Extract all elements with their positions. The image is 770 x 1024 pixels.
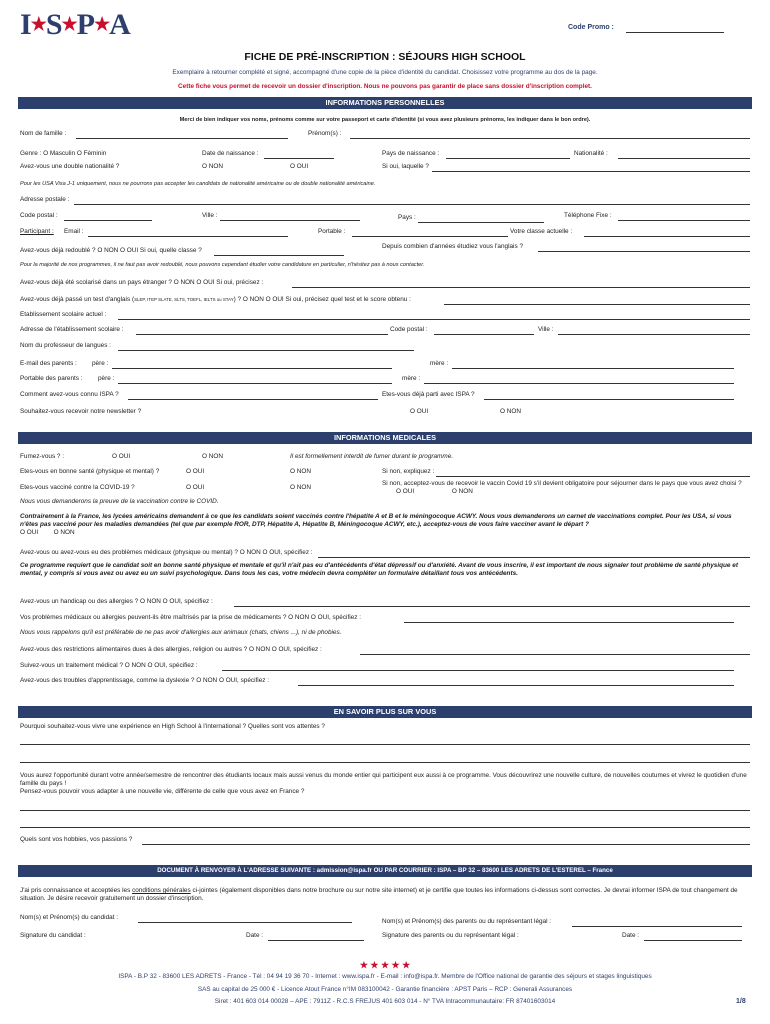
fumez-label: Fumez-vous ? :: [20, 453, 65, 460]
prenoms-field[interactable]: [350, 138, 750, 139]
email-label: Email :: [64, 228, 84, 235]
nationalite-field[interactable]: [618, 158, 750, 159]
sante-non[interactable]: O NON: [290, 468, 311, 475]
ispa-logo: I★S★P★A: [20, 8, 130, 41]
laquelle-field[interactable]: [432, 171, 750, 172]
test-anglais-field[interactable]: [444, 304, 750, 305]
date-candidat-label: Date :: [246, 932, 264, 939]
naissance-field[interactable]: [264, 158, 334, 159]
nom-candidat-field[interactable]: [138, 922, 352, 923]
contr-oui[interactable]: O OUI: [20, 529, 39, 537]
animaux-note: Nous vous rappelons qu'il est préférable de ne pas avoir d'allergies aux animaux (chats, chiens ...), ni de phobies.: [20, 629, 342, 636]
tel-fixe-field[interactable]: [618, 220, 750, 221]
pays-label: Pays :: [398, 214, 416, 221]
ville-label: Ville :: [202, 212, 218, 219]
handicap-field[interactable]: [234, 606, 750, 607]
pays-field[interactable]: [418, 222, 544, 223]
genre-options[interactable]: Genre : O Masculin O Féminin: [20, 150, 107, 157]
subtitle: Exemplaire à retourner complété et signé, accompagné d'une copie de la pièce d'identité du candidat. Choisissez votre programme au dos de la page.: [172, 69, 598, 76]
double-nat-label: Avez-vous une double nationalité ?: [20, 163, 120, 170]
sante-oui[interactable]: O OUI: [186, 468, 205, 475]
adresse-etab-field[interactable]: [136, 334, 388, 335]
troubles-field[interactable]: [298, 685, 734, 686]
classe-label: Votre classe actuelle :: [510, 228, 573, 235]
section-about-you: EN SAVOIR PLUS SUR VOUS: [18, 706, 752, 718]
portable-field[interactable]: [352, 236, 508, 237]
pere-email-field[interactable]: [112, 368, 392, 369]
page-number: 1/8: [736, 998, 746, 1005]
personal-note: Merci de bien indiquer vos noms, prénoms comme sur votre passeport et carte d'identité (si vous avez plusieurs prénoms, les indiquer dans le bon ordre).: [179, 117, 591, 123]
medicaments-label[interactable]: Vos problèmes médicaux ou allergies peuvent-ils être maîtrisés par la prise de médicaments ? O NON O OUI, spécifiez :: [20, 614, 361, 621]
fumer-note: Il est formellement interdit de fumer durant le programme.: [290, 453, 454, 460]
stars-decoration: ★ ★ ★ ★ ★: [359, 960, 411, 970]
vaccine-label: Etes-vous vacciné contre la COVID-19 ?: [20, 484, 135, 491]
hobbies-field[interactable]: [142, 844, 750, 845]
ville2-label: Ville :: [538, 326, 554, 333]
redouble-field[interactable]: [214, 255, 344, 256]
restrictions-field[interactable]: [360, 654, 750, 655]
prenoms-label: Prénom(s) :: [308, 130, 342, 137]
nom-field[interactable]: [76, 138, 288, 139]
email-field[interactable]: [88, 236, 288, 237]
hobbies-label: Quels sont vos hobbies, vos passions ?: [20, 836, 133, 843]
traitement-field[interactable]: [222, 670, 734, 671]
participant-label: Participant :: [20, 228, 54, 235]
prof-label: Nom du professeur de langues :: [20, 342, 111, 349]
mere-email-label: mère :: [430, 360, 449, 367]
covid-non[interactable]: O NON: [451, 488, 473, 495]
anglais-field[interactable]: [538, 251, 750, 252]
problemes-field[interactable]: [318, 557, 750, 558]
laquelle-label: Si oui, laquelle ?: [382, 163, 429, 170]
page-title: FICHE DE PRÉ-INSCRIPTION : SÉJOURS HIGH SCHOOL: [244, 51, 526, 63]
deja-parti-field[interactable]: [484, 399, 734, 400]
covid-oui[interactable]: O OUI: [396, 488, 415, 495]
redouble-label[interactable]: Avez-vous déjà redoublé ? O NON O OUI Si oui, quelle classe ?: [20, 247, 202, 254]
deja-parti-label: Etes-vous déjà parti avec ISPA ?: [382, 391, 475, 398]
sig-parents-label: Signature des parents ou du représentant légal :: [382, 932, 519, 939]
restrictions-label[interactable]: Avez-vous des restrictions alimentaires dues à des allergies, religion ou autres ? O NON O OUI, spécifiez :: [20, 646, 322, 653]
conditions-link[interactable]: conditions générales: [132, 887, 191, 894]
problemes-label[interactable]: Avez-vous ou avez-vous eu des problèmes médicaux (physique ou mental) ? O NON O OUI, spécifiez :: [20, 549, 313, 556]
promo-code-label: Code Promo :: [568, 24, 614, 31]
ville2-field[interactable]: [558, 334, 750, 335]
newsletter-label: Souhaitez-vous recevoir notre newsletter ?: [20, 408, 142, 415]
fumez-oui[interactable]: O OUI: [112, 453, 131, 460]
vaccine-oui[interactable]: O OUI: [186, 484, 205, 491]
email-parents-label: E-mail des parents :: [20, 360, 77, 367]
newsletter-non[interactable]: O NON: [500, 408, 521, 415]
code-postal-field[interactable]: [64, 220, 152, 221]
etablissement-label: Etablissement scolaire actuel :: [20, 311, 107, 318]
pays-naissance-label: Pays de naissance :: [382, 150, 440, 157]
date-parents-field[interactable]: [644, 940, 742, 941]
ville-field[interactable]: [220, 220, 360, 221]
legal-line-1: ISPA - B.P 32 - 83600 LES ADRETS - France - Tél : 04 94 19 36 70 - Internet : www.ispa.fr - E-mail : info@ispa.fr. Membre de l'Office national de garantie des séjours et stages linguistiques: [118, 973, 652, 980]
handicap-label[interactable]: Avez-vous un handicap ou des allergies ? O NON O OUI, spécifiez :: [20, 598, 213, 605]
pere-portable-field[interactable]: [118, 383, 392, 384]
legal-line-2: SAS au capital de 25 000 € - Licence Atout France n°IM 083100042 - Garantie financière : APST Paris – RCP : Generali Assurances: [197, 986, 573, 993]
contr-non[interactable]: O NON: [53, 529, 75, 537]
redouble-note: Pour la majorité de nos programmes, il ne faut pas avoir redoublé, nous pouvons cependant étudier votre candidature en particulier, n'hésitez pas à nous contacter.: [20, 262, 425, 268]
usa-note: Pour les USA Visa J-1 uniquement, nous ne pourrons pas accepter les candidats de nationalité américaine ou de double nationalité américaine.: [20, 181, 376, 187]
mere-email-field[interactable]: [452, 368, 734, 369]
nom-label: Nom de famille :: [20, 130, 67, 137]
expliquez-field[interactable]: [436, 476, 750, 477]
comment-label: Comment avez-vous connu ISPA ?: [20, 391, 119, 398]
adresse-field[interactable]: [74, 204, 750, 205]
adresse-etab-label: Adresse de l'établissement scolaire :: [20, 326, 124, 333]
troubles-label[interactable]: Avez-vous des troubles d'apprentissage, comme la dyslexie ? O NON O OUI, spécifiez :: [20, 677, 270, 684]
promo-code-field[interactable]: [626, 32, 724, 33]
prof-field[interactable]: [118, 350, 414, 351]
date-parents-label: Date :: [622, 932, 640, 939]
preuve-note: Nous vous demanderons la preuve de la vaccination contre le COVID.: [20, 498, 219, 505]
naissance-label: Date de naissance :: [202, 150, 259, 157]
nom-parents-field[interactable]: [572, 926, 742, 927]
date-candidat-field[interactable]: [268, 940, 364, 941]
pourquoi-label: Pourquoi souhaitez-vous vivre une expérience en High School à l'international ? Quelles sont vos attentes ?: [20, 723, 325, 730]
sante-label: Etes-vous en bonne santé (physique et mental) ?: [20, 468, 160, 475]
comment-field[interactable]: [128, 399, 378, 400]
pourquoi-line-2[interactable]: [20, 762, 750, 763]
section-personal-info: INFORMATIONS PERSONNELLES: [18, 97, 752, 109]
portable-parents-label: Portable des parents :: [20, 375, 83, 382]
anglais-label: Depuis combien d'années étudiez vous l'anglais ?: [382, 243, 523, 250]
double-nat-non[interactable]: O NON: [202, 163, 223, 170]
etranger-label[interactable]: Avez-vous déjà été scolarisé dans un pays étranger ? O NON O OUI Si oui, précisez :: [20, 279, 264, 286]
code-postal2-field[interactable]: [434, 334, 534, 335]
opportunite-text: Vous aurez l'opportunité durant votre année/semestre de rencontrer des étudiants locaux mais aussi venus du monde entier qui participent eux aussi à ce programme. Vous découvrirez une nouvelle culture, de nouvelles coutumes et vivrez le quotidien d'une famille du pays ! Pensez-vous pouvoir vous adapter à une nouvelle vie, différente de celle que vous avez en France ?: [20, 772, 747, 795]
mere-portable-field[interactable]: [424, 383, 734, 384]
pourquoi-line-1[interactable]: [20, 744, 750, 745]
covid-question: Si non, acceptez-vous de recevoir le vaccin Covid 19 s'il devient obligatoire pour séjourner dans le pays que vous avez choisi ? O OUI O NON: [382, 480, 742, 495]
consent-text: J'ai pris connaissance et acceptées les conditions générales ci-jointes (également disponibles dans notre brochure ou sur notre site internet) et je certifie que toutes les informations ci-dessus sont correctes. Je devrai informer ISPA de tout changement de situation. Je désire recevoir gratuitement un dossier d'inscription.: [20, 887, 738, 902]
code-postal2-label: Code postal :: [390, 326, 428, 333]
fumez-non[interactable]: O NON: [202, 453, 223, 460]
nationalite-label: Nationalité :: [574, 150, 608, 157]
sig-candidat-label: Signature du candidat :: [20, 932, 86, 939]
programme-text: Ce programme requiert que le candidat soit en bonne santé physique et mentale et qu'il n'ait pas eu d'antécédents d'état dépressif ou d'anxiété. Avant de vous inscrire, il est important de nous signaler tout problème de santé physique et mental, y compris si vous avez ou avez eu un suivi psychologique. Dans tous les cas, votre médecin devra compléter un formulaire détaillant tous vos antécédents.: [20, 562, 738, 578]
medicaments-field[interactable]: [404, 622, 734, 623]
etablissement-field[interactable]: [118, 319, 750, 320]
newsletter-oui[interactable]: O OUI: [410, 408, 429, 415]
contrairement-text: Contrairement à la France, les lycées américains demandent à ce que les candidats soient vaccinés contre l'hépatite A et B et le méningocoque ACWY. Nous vous demanderons un carnet de vaccinations complet. Pour les USA, si vous n'êtes pas vacciné pour les maladies demandées (tel que par exemple ROR, DTP, Hépatite A, Hépatite B, Méningocoque ACWY, etc.), acceptez-vous de vous faire vacciner avant le départ ? O OUI O NON: [20, 513, 732, 537]
test-anglais-label[interactable]: Avez-vous déjà passé un test d'anglais (SLEP, ITEP SLATE, SLTS, TOEFL, IELTS ou STAY) ? O NON O OUI Si oui, précisez quel test et le score obtenu :: [20, 296, 411, 303]
pere-portable-label: père :: [98, 375, 115, 382]
code-postal-label: Code postal :: [20, 212, 58, 219]
etranger-field[interactable]: [292, 287, 750, 288]
legal-line-3: Siret : 401 603 014 00028 – APE : 7911Z - R.C.S FREJUS 401 603 014 - N° TVA Intracommunautaire: FR 87401603014: [214, 998, 556, 1005]
classe-field[interactable]: [584, 236, 750, 237]
traitement-label[interactable]: Suivez-vous un traitement médical ? O NON O OUI, spécifiez :: [20, 662, 198, 669]
pays-naissance-field[interactable]: [446, 158, 570, 159]
mere-portable-label: mère :: [402, 375, 421, 382]
nom-parents-label: Nom(s) et Prénom(s) des parents ou du représentant légal :: [382, 918, 552, 925]
adresse-label: Adresse postale :: [20, 196, 70, 203]
adapter-line-2[interactable]: [20, 827, 750, 828]
double-nat-oui[interactable]: O OUI: [290, 163, 309, 170]
pere-email-label: père :: [92, 360, 109, 367]
tel-fixe-label: Téléphone Fixe :: [564, 212, 612, 219]
warning-text: Cette fiche vous permet de recevoir un dossier d'inscription. Nous ne pouvons pas garantir de place sans dossier d'inscription complet.: [178, 83, 592, 90]
portable-label: Portable :: [318, 228, 346, 235]
adapter-line-1[interactable]: [20, 810, 750, 811]
section-medical-info: INFORMATIONS MEDICALES: [18, 432, 752, 444]
document-bar: DOCUMENT À RENVOYER À L'ADRESSE SUIVANTE : admission@ispa.fr OU PAR COURRIER : ISPA – BP 32 – 83600 LES ADRETS DE L'ESTEREL – France: [18, 865, 752, 877]
nom-candidat-label: Nom(s) et Prénom(s) du candidat :: [20, 914, 119, 921]
vaccine-non[interactable]: O NON: [290, 484, 311, 491]
expliquez-label: Si non, expliquez :: [382, 468, 435, 475]
